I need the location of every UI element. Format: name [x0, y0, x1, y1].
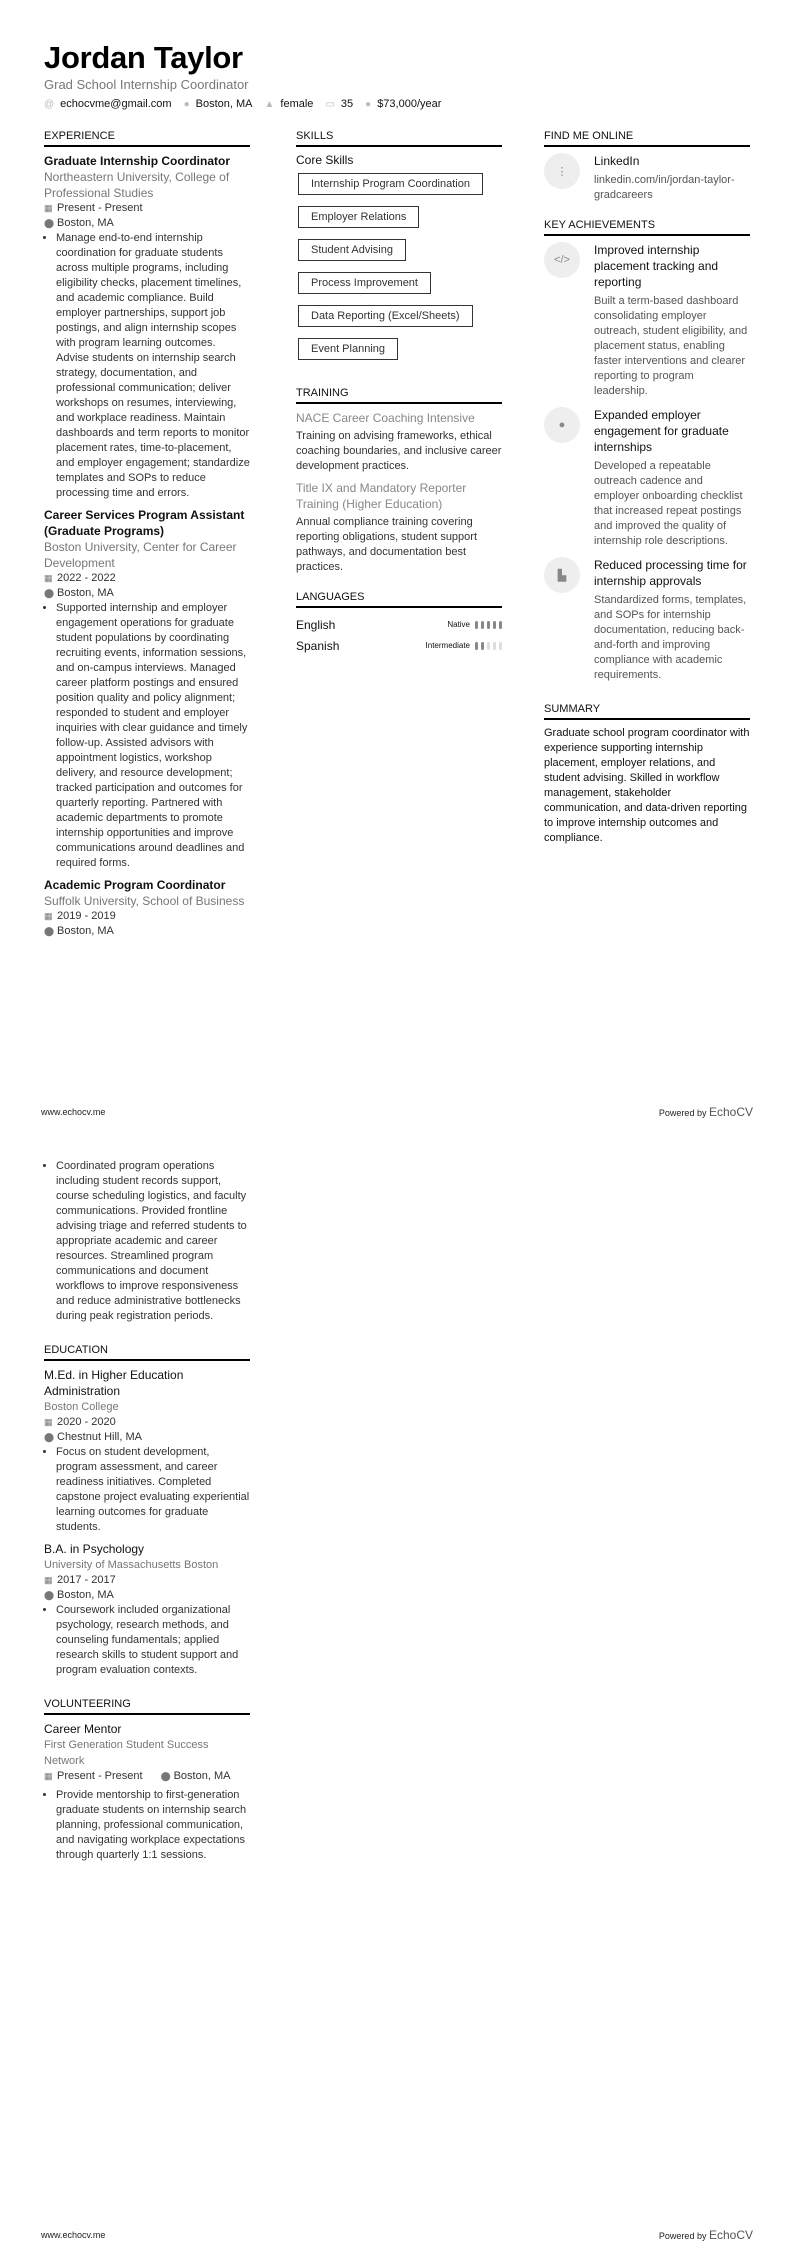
language-rating [475, 621, 502, 629]
training-description: Annual compliance training covering reporting obligations, student support pathways, and documentation best practices. [296, 516, 478, 573]
language-level: Native [447, 620, 470, 629]
email[interactable]: echocvme@gmail.com [60, 98, 172, 110]
calendar-icon: ▭ [325, 98, 335, 110]
rating-dot [493, 642, 496, 650]
rating-dot [475, 621, 478, 629]
edu-location: Chestnut Hill, MA [57, 1431, 142, 1443]
page-footer [41, 2228, 753, 2242]
footer-powered: Powered by [658, 1108, 707, 1118]
calendar-icon: ▦ [44, 573, 53, 583]
language-row [296, 614, 502, 635]
rating-dot [475, 642, 478, 650]
edu-dates: 2020 - 2020 [57, 1416, 116, 1428]
online-url[interactable]: linkedin.com/in/jordan-taylor-gradcareers [594, 174, 735, 201]
volunteer-description: • Provide mentorship to first-generation graduate students on internship search planning, professional communication, and navigating workplace expectations through quarterly 1:1 sessions. [56, 1788, 250, 1863]
footer-brand[interactable]: EchoCV [708, 2228, 753, 2242]
language-level: Intermediate [425, 641, 470, 650]
language-row [296, 635, 502, 656]
footer-brand[interactable]: EchoCV [708, 1105, 753, 1119]
person-icon: ▲ [264, 98, 275, 110]
training-name: Title IX and Mandatory Reporter Training (Higher Education) [296, 481, 467, 511]
achievement-item [544, 557, 750, 683]
job-dates: 2022 - 2022 [57, 572, 116, 584]
experience-item [44, 507, 250, 871]
age: 35 [340, 98, 354, 110]
language-name: Spanish [296, 638, 340, 653]
edu-dates: 2017 - 2017 [57, 1574, 116, 1586]
achievement-description: Developed a repeatable outreach cadence and employer onboarding checklist that increased repeat postings and improved the quality of internship role descriptions. [594, 460, 743, 547]
section-title-volunteering: VOLUNTEERING [44, 1698, 250, 1715]
calendar-icon: ▦ [44, 1417, 53, 1427]
skill-tag: Process Improvement [298, 272, 431, 294]
footer-site[interactable]: www.echocv.me [41, 2230, 106, 2240]
skill-tag: Employer Relations [298, 206, 419, 228]
training-name: NACE Career Coaching Intensive [296, 411, 475, 425]
achievement-title: Improved internship placement tracking and reporting [594, 243, 719, 289]
location-pin-icon: ● [183, 98, 190, 110]
location: Boston, MA [195, 98, 253, 110]
degree: M.Ed. in Higher Education Administration [44, 1368, 184, 1398]
rating-dot [487, 642, 490, 650]
achievement-title: Reduced processing time for internship approvals [594, 558, 747, 588]
job-location: Boston, MA [57, 217, 114, 229]
achievement-description: Built a term-based dashboard consolidating employer outreach, student eligibility, and placement status, enabling faster interventions and clearer reporting to program leadership. [594, 295, 748, 397]
candidate-title: Grad School Internship Coordinator [44, 77, 249, 92]
volunteer-location: Boston, MA [173, 1770, 231, 1782]
location-pin-icon: ⬤ [44, 1432, 55, 1442]
section-title-training: TRAINING [296, 387, 502, 404]
school: University of Massachusetts Boston [44, 1559, 219, 1571]
skill-tag: Student Advising [298, 239, 406, 261]
achievement-description: Standardized forms, templates, and SOPs for internship documentation, reducing back-and-forth and improving compliance with academic requirements. [594, 594, 747, 681]
skill-tag: Data Reporting (Excel/Sheets) [298, 305, 473, 327]
calendar-icon: ▦ [44, 911, 53, 921]
job-org: Boston University, Center for Career Development [44, 540, 237, 570]
calendar-icon: ▦ [44, 203, 53, 213]
money-icon: ● [365, 98, 372, 110]
training-description: Training on advising frameworks, ethical coaching boundaries, and inclusive career development practices. [296, 430, 502, 472]
job-location: Boston, MA [57, 587, 114, 599]
rating-dot [487, 621, 490, 629]
location-pin-icon: ⬤ [160, 1771, 171, 1781]
language-name: English [296, 617, 336, 632]
job-description: • Supported internship and employer engagement operations for graduate student populations by coordinating recruiting events, information sessions, and on-campus interviews. Managed career platform postings and ensured position quality and policy alignment; responded to student and employer inquiries with clear guidance and timely follow-up. Assisted advisors with appointment logistics, workshop delivery, and resource development; tracked participation and outcomes for quarterly reporting. Partnered with academic departments to promote internship opportunities and improve communications around deadlines and required forms. [56, 601, 250, 871]
resume-page-2 [0, 1123, 794, 2246]
section-title-online: FIND ME ONLINE [544, 130, 750, 147]
volunteer-role: Career Mentor [44, 1722, 122, 1736]
experience-item [44, 877, 250, 939]
document-icon: ▙ [544, 557, 580, 593]
middle-column [296, 130, 502, 672]
section-title-education: EDUCATION [44, 1344, 250, 1361]
achievement-item [544, 407, 750, 549]
education-item [44, 1367, 250, 1535]
edu-location: Boston, MA [57, 1589, 114, 1601]
job-description: • Manage end-to-end internship coordination for graduate students across multiple programs, including eligibility checks, placement timelines, and academic compliance. Build employer partnerships, support job postings, and align internship scopes with program learning outcomes. Advise students on internship search strategy, documentation, and professional communication; deliver workshops on resumes, interviewing, and workplace readiness. Maintain dashboards and term reports to monitor placement rates, time-to-placement, and employer engagement; standardize templates and SOPs to reduce processing time and errors. [56, 231, 250, 501]
gender: female [280, 98, 314, 110]
rating-dot [481, 642, 484, 650]
skills-group: Core Skills [296, 153, 354, 167]
more-vertical-icon: ⋮ [544, 153, 580, 189]
page-footer [41, 1105, 753, 1119]
degree: B.A. in Psychology [44, 1542, 145, 1556]
rating-dot [493, 621, 496, 629]
calendar-icon: ▦ [44, 1575, 53, 1585]
job-dates: Present - Present [57, 202, 143, 214]
right-column [544, 130, 750, 862]
rating-dot [481, 621, 484, 629]
candidate-name: Jordan Taylor [44, 40, 243, 75]
rating-dot [499, 621, 502, 629]
job-location: Boston, MA [57, 925, 114, 937]
rating-dot [499, 642, 502, 650]
footer-site[interactable]: www.echocv.me [41, 1107, 106, 1117]
edu-description: • Coursework included organizational psychology, research methods, and counseling fundamentals; applied research skills to student support and program evaluation contexts. [56, 1603, 250, 1678]
education-item [44, 1541, 250, 1678]
section-title-languages: LANGUAGES [296, 591, 502, 608]
volunteer-org: First Generation Student Success Network [44, 1739, 209, 1767]
salary: $73,000/year [377, 98, 442, 110]
job-org: Suffolk University, School of Business [44, 894, 245, 908]
achievement-title: Expanded employer engagement for graduate internships [594, 408, 729, 454]
at-icon: @ [44, 98, 55, 110]
job-role: Graduate Internship Coordinator [44, 154, 231, 168]
job-description: • Coordinated program operations including student records support, course scheduling logistics, and faculty communications. Provided frontline advising triage and referred students to appropriate academic and career resources. Streamlined program communications and document workflows to improve responsiveness and reduce administrative bottlenecks during peak registration periods. [56, 1159, 250, 1324]
job-role: Career Services Program Assistant (Graduate Programs) [44, 508, 245, 538]
school: Boston College [44, 1401, 119, 1413]
volunteer-dates: Present - Present [57, 1770, 143, 1782]
location-pin-icon: ⬤ [44, 588, 55, 598]
edu-description: • Focus on student development, program assessment, and career readiness initiatives. Completed capstone project evaluating experiential learning outcomes for graduate students. [56, 1445, 250, 1535]
section-title-experience: EXPERIENCE [44, 130, 250, 147]
code-icon: </> [544, 242, 580, 278]
contact-bar [44, 98, 441, 110]
badge-icon: ● [544, 407, 580, 443]
online-network: LinkedIn [594, 154, 640, 168]
skill-tag: Event Planning [298, 338, 398, 360]
location-pin-icon: ⬤ [44, 218, 55, 228]
job-org: Northeastern University, College of Professional Studies [44, 170, 230, 200]
location-pin-icon: ⬤ [44, 1590, 55, 1600]
skill-tag: Internship Program Coordination [298, 173, 483, 195]
summary-text: Graduate school program coordinator with experience supporting internship placement, employer relations, and student advising. Skilled in workflow management, stakeholder communication, and data-driven reporting to improve internship outcomes and compliance. [544, 727, 750, 844]
left-column [44, 130, 250, 939]
section-title-achievements: KEY ACHIEVEMENTS [544, 219, 750, 236]
left-column [44, 1159, 250, 1879]
achievement-item [544, 242, 750, 399]
section-title-summary: SUMMARY [544, 703, 750, 720]
experience-item [44, 153, 250, 501]
section-title-skills: SKILLS [296, 130, 502, 147]
language-rating [475, 642, 502, 650]
calendar-icon: ▦ [44, 1771, 53, 1781]
job-dates: 2019 - 2019 [57, 910, 116, 922]
footer-powered: Powered by [658, 2231, 707, 2241]
location-pin-icon: ⬤ [44, 926, 55, 936]
job-role: Academic Program Coordinator [44, 878, 226, 892]
